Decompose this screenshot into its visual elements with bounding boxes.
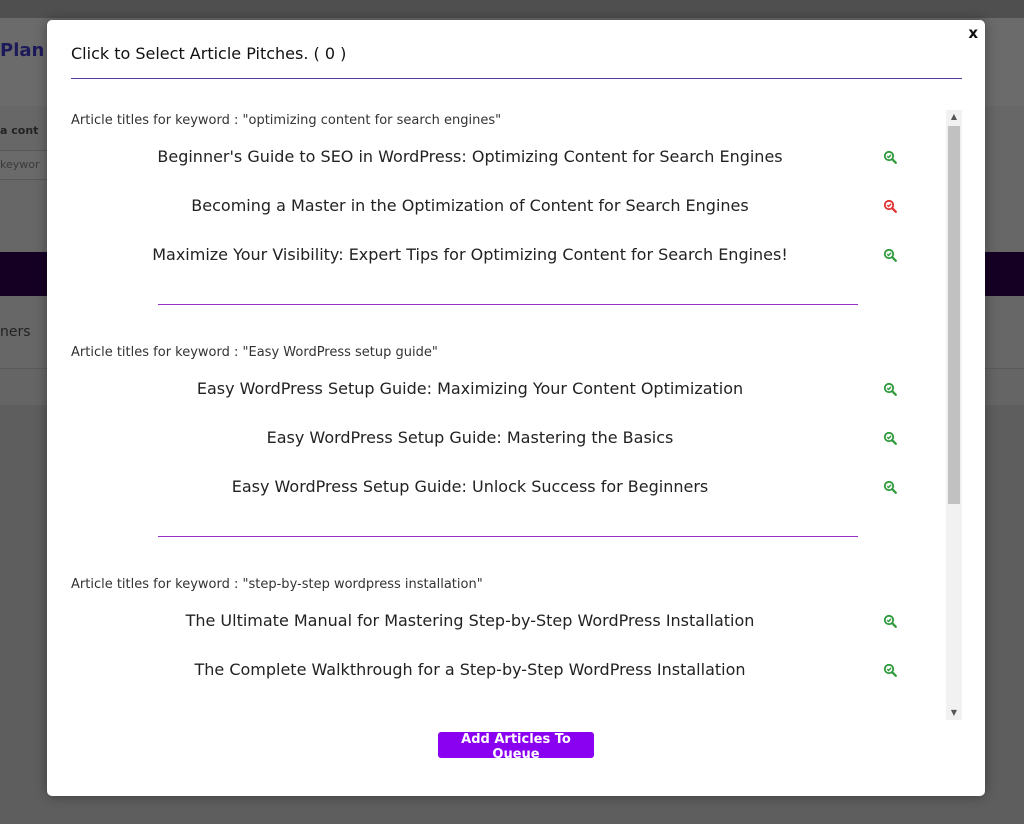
background-keyword-placeholder: keywor [0, 158, 40, 171]
pitches-scroll-area[interactable] [71, 110, 962, 720]
scroll-down-arrow-icon[interactable]: ▼ [950, 708, 958, 717]
add-articles-to-queue-button[interactable]: Add Articles To Queue [438, 732, 594, 758]
group-divider [158, 536, 858, 537]
magnify-check-icon[interactable] [883, 480, 897, 494]
scrollbar-thumb[interactable] [948, 126, 960, 504]
magnify-check-icon[interactable] [883, 614, 897, 628]
article-pitch-item[interactable]: The Complete Walkthrough for a Step-by-Step WordPress Installation [194, 660, 746, 679]
keyword-label: Article titles for keyword : "step-by-step wordpress installation" [71, 577, 483, 592]
magnify-check-icon[interactable] [883, 199, 897, 213]
article-pitch-item[interactable]: Easy WordPress Setup Guide: Unlock Success for Beginners [231, 477, 709, 496]
background-topbar [0, 0, 1024, 18]
close-button[interactable]: x [968, 24, 978, 42]
magnify-check-icon[interactable] [883, 431, 897, 445]
background-page-title: Plan [0, 40, 45, 61]
article-pitch-item[interactable]: Beginner's Guide to SEO in WordPress: Optimizing Content for Search Engines [157, 147, 783, 166]
article-pitch-item[interactable]: Becoming a Master in the Optimization of Content for Search Engines [191, 196, 749, 215]
keyword-label: Article titles for keyword : "optimizing content for search engines" [71, 113, 502, 128]
article-pitch-item[interactable]: The Ultimate Manual for Mastering Step-by-Step WordPress Installation [185, 611, 755, 630]
article-pitches-modal [47, 20, 985, 796]
scroll-up-arrow-icon[interactable]: ▲ [950, 112, 958, 121]
scrollbar[interactable] [946, 110, 962, 720]
article-pitch-item[interactable]: Maximize Your Visibility: Expert Tips for Optimizing Content for Search Engines! [152, 245, 788, 264]
background-row-text: ners [0, 324, 31, 340]
article-pitch-item[interactable]: Easy WordPress Setup Guide: Mastering the Basics [266, 428, 674, 447]
magnify-check-icon[interactable] [883, 663, 897, 677]
title-divider [71, 78, 962, 79]
magnify-check-icon[interactable] [883, 150, 897, 164]
keyword-label: Article titles for keyword : "Easy WordPress setup guide" [71, 345, 438, 360]
magnify-check-icon[interactable] [883, 382, 897, 396]
magnify-check-icon[interactable] [883, 248, 897, 262]
article-pitch-item[interactable]: Easy WordPress Setup Guide: Maximizing Your Content Optimization [196, 379, 744, 398]
background-form-label: a cont [0, 124, 39, 137]
group-divider [158, 304, 858, 305]
modal-title: Click to Select Article Pitches. ( 0 ) [71, 44, 347, 63]
